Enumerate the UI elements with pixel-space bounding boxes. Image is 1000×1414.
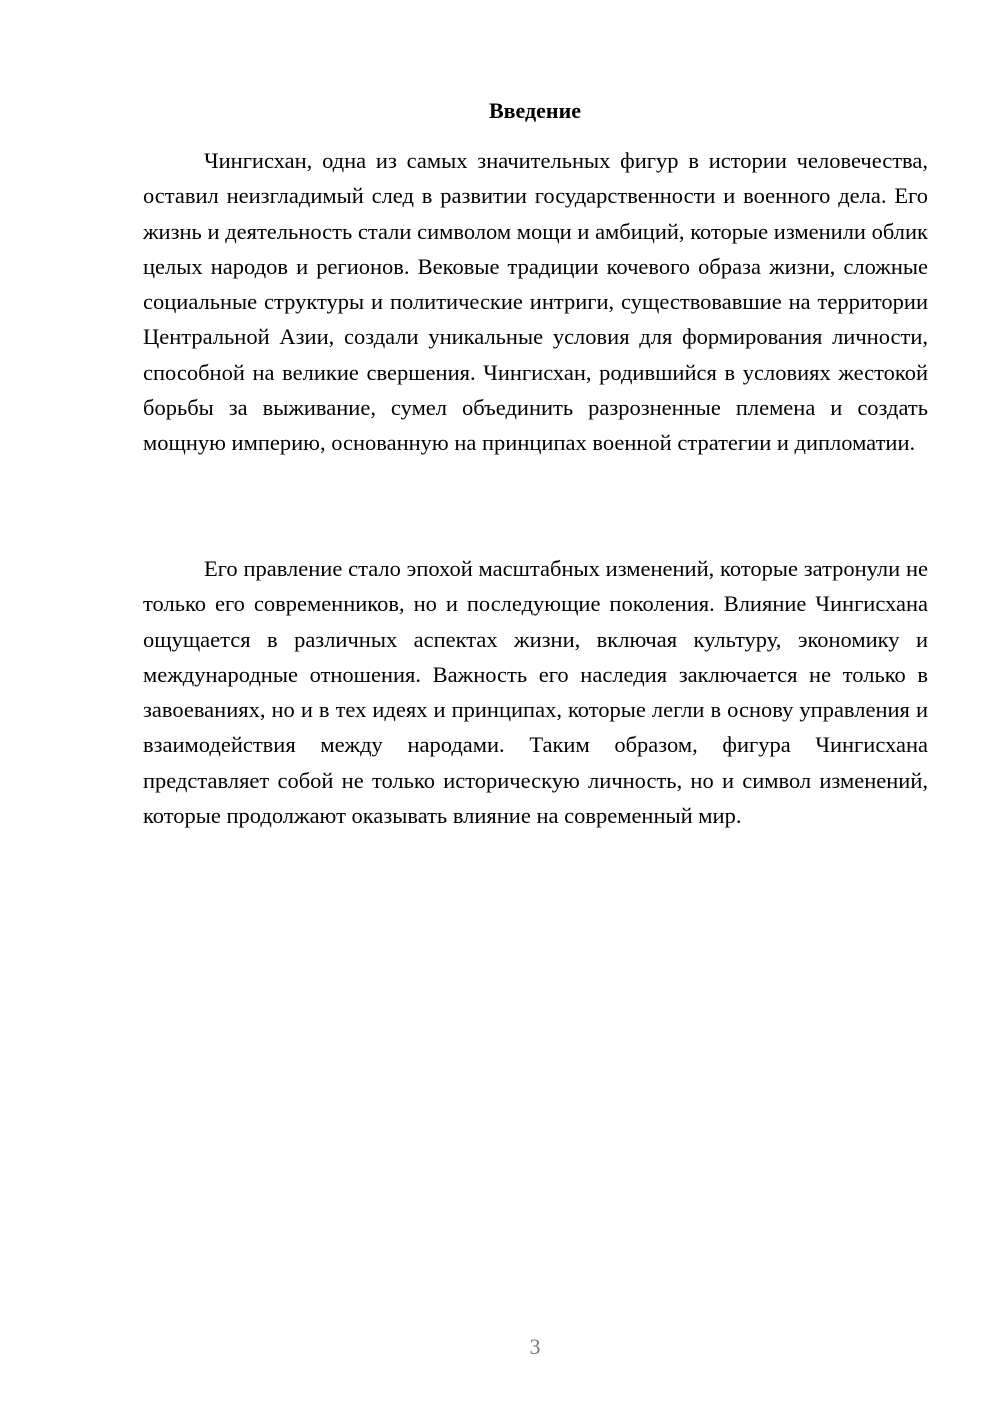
section-heading: Введение <box>488 98 582 123</box>
body-paragraph-1: Чингисхан, одна из самых значительных фигур в истории человечества, оставил неизгладимый след в развитии государственности и военного дела. Его жизнь и деятельность стали символом мощи и амбиций, которые изменили облик целых народов и регионов. Вековые традиции кочевого образа жизни, сложные социальные структуры и политические интриги, существовавшие на территории Центральной Азии, создали уникальные условия для формирования личности, способной на великие свершения. Чингисхан, родившийся в условиях жестокой борьбы за выживание, сумел объединить разрозненные племена и создать мощную империю, основанную на принципах военной стратегии и дипломатии. <box>143 148 928 456</box>
page-number: 3 <box>529 1334 541 1359</box>
body-paragraph-2: Его правление стало эпохой масштабных изменений, которые затронули не только его современников, но и последующие поколения. Влияние Чингисхана ощущается в различных аспектах жизни, включая культуру, экономику и международные отношения. Важность его наследия заключается не только в завоеваниях, но и в тех идеях и принципах, которые легли в основу управления и взаимодействия между народами. Таким образом, фигура Чингисхана представляет собой не только историческую личность, но и символ изменений, которые продолжают оказывать влияние на современный мир. <box>143 556 928 829</box>
